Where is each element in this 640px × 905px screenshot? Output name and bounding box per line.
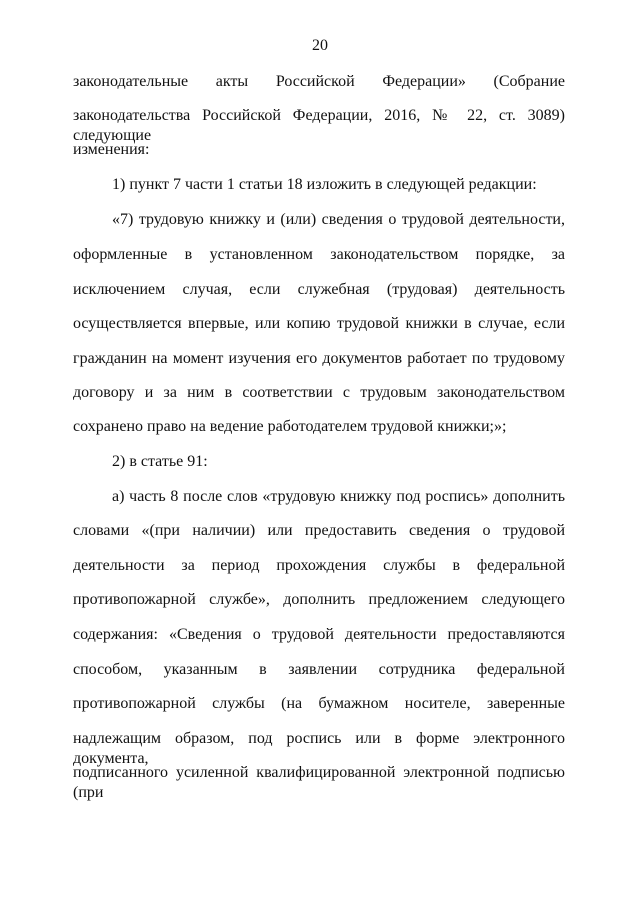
text-line: а) часть 8 после слов «трудовую книжку под роспись» дополнить: [112, 488, 565, 505]
text-line: законодательные акты Российской Федерации» (Собрание: [73, 73, 565, 90]
text-line: словами «(при наличии) или предоставить сведения о трудовой: [73, 522, 565, 539]
page-number: 20: [312, 37, 328, 54]
text-line: 1) пункт 7 части 1 статьи 18 изложить в следующей редакции:: [112, 176, 537, 193]
text-line: деятельности за период прохождения службы в федеральной: [73, 557, 565, 574]
text-line: договору и за ним в соответствии с трудовым законодательством: [73, 384, 565, 401]
text-line: способом, указанным в заявлении сотрудника федеральной: [73, 661, 565, 678]
text-line: надлежащим образом, под роспись или в форме электронного документа,: [73, 730, 565, 767]
text-line: «7) трудовую книжку и (или) сведения о трудовой деятельности,: [112, 211, 565, 228]
text-line: изменения:: [73, 141, 150, 158]
text-line: противопожарной службе», дополнить предложением следующего: [73, 591, 565, 608]
text-line: содержания: «Сведения о трудовой деятельности предоставляются: [73, 626, 565, 643]
text-line: 2) в статье 91:: [112, 453, 208, 470]
text-line: подписанного усиленной квалифицированной электронной подписью (при: [73, 764, 565, 801]
text-line: сохранено право на ведение работодателем трудовой книжки;»;: [73, 418, 507, 435]
text-line: осуществляется впервые, или копию трудовой книжки в случае, если: [73, 315, 565, 332]
text-line: законодательства Российской Федерации, 2016, № 22, ст. 3089) следующие: [73, 107, 565, 144]
text-line: исключением случая, если служебная (трудовая) деятельность: [73, 281, 565, 298]
text-line: гражданин на момент изучения его документов работает по трудовому: [73, 350, 565, 367]
text-line: противопожарной службы (на бумажном носителе, заверенные: [73, 695, 565, 712]
text-line: оформленные в установленном законодательством порядке, за: [73, 246, 565, 263]
